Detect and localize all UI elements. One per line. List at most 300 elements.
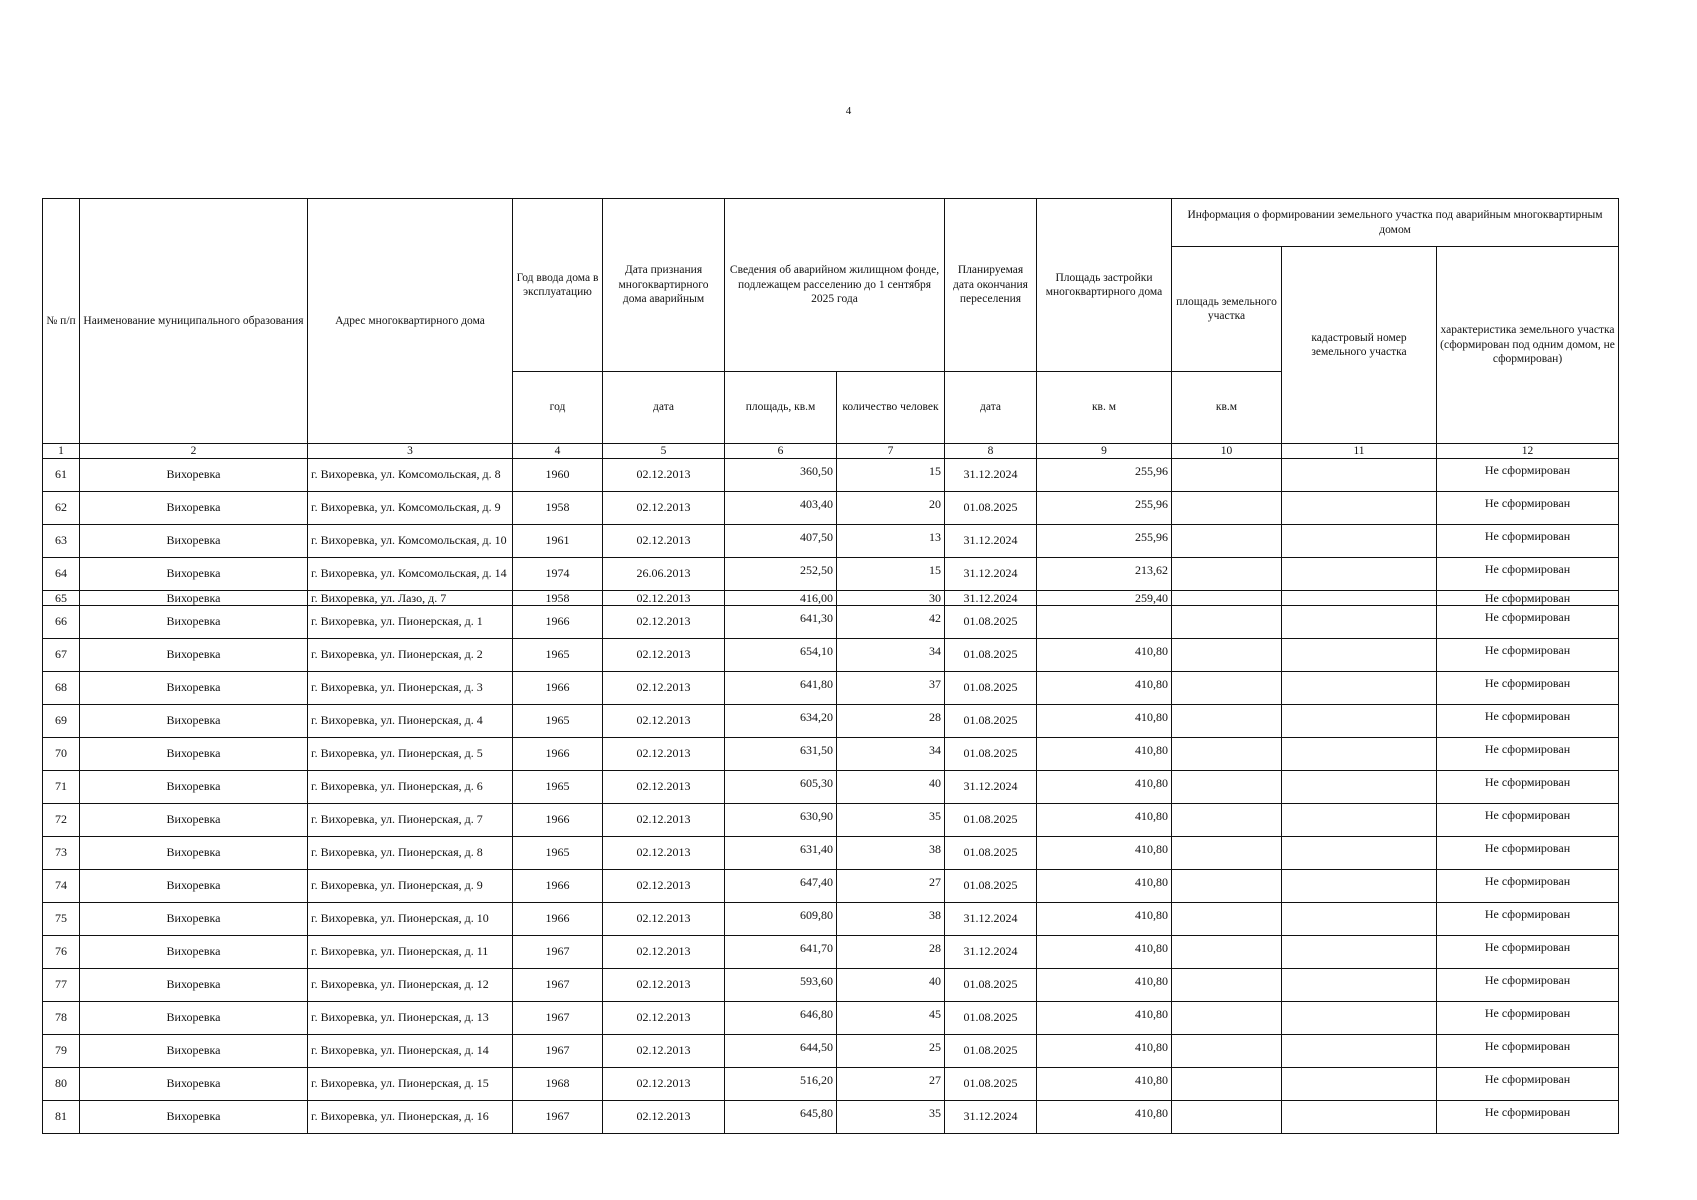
building-area-cell: 410,80 [1037,870,1172,903]
planned-date-cell: 01.08.2025 [945,837,1037,870]
year-built-cell: 1966 [513,903,603,936]
building-area-cell: 410,80 [1037,771,1172,804]
header-land-area: площадь земельного участка [1172,247,1282,372]
cadastral-cell [1282,1068,1437,1101]
cadastral-cell [1282,1035,1437,1068]
emergency-date-cell: 02.12.2013 [603,969,725,1002]
people-count-cell: 15 [837,558,945,591]
planned-date-cell: 01.08.2025 [945,1035,1037,1068]
housing-area-cell: 654,10 [725,639,837,672]
land-area-cell [1172,903,1282,936]
table-row [43,558,1619,591]
emergency-date-cell: 02.12.2013 [603,837,725,870]
people-count-cell: 40 [837,771,945,804]
row-number: 72 [43,804,80,837]
people-count-cell: 34 [837,738,945,771]
table-body [43,459,1619,1134]
column-number: 8 [945,444,1037,459]
planned-date-cell: 01.08.2025 [945,672,1037,705]
year-built-cell: 1958 [513,591,603,606]
planned-date-cell: 31.12.2024 [945,1101,1037,1134]
land-char-cell: Не сформирован [1437,969,1619,1002]
column-number: 10 [1172,444,1282,459]
row-number: 77 [43,969,80,1002]
cadastral-cell [1282,558,1437,591]
header-building-area: Площадь застройки многоквартирного дома [1037,199,1172,372]
building-area-cell: 410,80 [1037,1068,1172,1101]
table-row [43,738,1619,771]
building-area-cell: 213,62 [1037,558,1172,591]
year-built-cell: 1967 [513,1035,603,1068]
address-cell: г. Вихоревка, ул. Комсомольская, д. 9 [308,492,513,525]
address-cell: г. Вихоревка, ул. Комсомольская, д. 14 [308,558,513,591]
land-char-cell: Не сформирован [1437,837,1619,870]
land-char-cell: Не сформирован [1437,804,1619,837]
subheader-area: площадь, кв.м [725,372,837,444]
address-cell: г. Вихоревка, ул. Пионерская, д. 11 [308,936,513,969]
planned-date-cell: 31.12.2024 [945,459,1037,492]
address-cell: г. Вихоревка, ул. Пионерская, д. 6 [308,771,513,804]
people-count-cell: 28 [837,936,945,969]
planned-date-cell: 01.08.2025 [945,969,1037,1002]
land-char-cell: Не сформирован [1437,639,1619,672]
year-built-cell: 1958 [513,492,603,525]
building-area-cell: 410,80 [1037,837,1172,870]
people-count-cell: 38 [837,837,945,870]
land-area-cell [1172,870,1282,903]
planned-date-cell: 01.08.2025 [945,738,1037,771]
planned-date-cell: 01.08.2025 [945,870,1037,903]
year-built-cell: 1965 [513,639,603,672]
row-number: 62 [43,492,80,525]
municipality-cell: Вихоревка [80,606,308,639]
housing-area-cell: 645,80 [725,1101,837,1134]
emergency-date-cell: 02.12.2013 [603,525,725,558]
table-row [43,870,1619,903]
cadastral-cell [1282,903,1437,936]
land-char-cell: Не сформирован [1437,738,1619,771]
header-cadastral: кадастровый номер земельного участка [1282,247,1437,444]
cadastral-cell [1282,1002,1437,1035]
building-area-cell: 410,80 [1037,804,1172,837]
subheader-date: дата [603,372,725,444]
land-char-cell: Не сформирован [1437,1068,1619,1101]
address-cell: г. Вихоревка, ул. Пионерская, д. 3 [308,672,513,705]
emergency-date-cell: 02.12.2013 [603,771,725,804]
emergency-date-cell: 02.12.2013 [603,492,725,525]
municipality-cell: Вихоревка [80,672,308,705]
cadastral-cell [1282,591,1437,606]
land-area-cell [1172,969,1282,1002]
column-number: 4 [513,444,603,459]
address-cell: г. Вихоревка, ул. Пионерская, д. 15 [308,1068,513,1101]
row-number: 67 [43,639,80,672]
people-count-cell: 42 [837,606,945,639]
emergency-date-cell: 02.12.2013 [603,1035,725,1068]
cadastral-cell [1282,672,1437,705]
subheader-sqm2: кв.м [1172,372,1282,444]
planned-date-cell: 31.12.2024 [945,771,1037,804]
land-char-cell: Не сформирован [1437,705,1619,738]
land-char-cell: Не сформирован [1437,936,1619,969]
year-built-cell: 1965 [513,837,603,870]
housing-area-cell: 516,20 [725,1068,837,1101]
table-row [43,639,1619,672]
municipality-cell: Вихоревка [80,705,308,738]
building-area-cell: 410,80 [1037,705,1172,738]
header-planned-date: Планируемая дата окончания переселения [945,199,1037,372]
table-row [43,837,1619,870]
address-cell: г. Вихоревка, ул. Комсомольская, д. 8 [308,459,513,492]
planned-date-cell: 31.12.2024 [945,903,1037,936]
housing-area-cell: 360,50 [725,459,837,492]
building-area-cell: 410,80 [1037,672,1172,705]
planned-date-cell: 01.08.2025 [945,804,1037,837]
emergency-date-cell: 02.12.2013 [603,705,725,738]
row-number: 80 [43,1068,80,1101]
land-area-cell [1172,837,1282,870]
cadastral-cell [1282,705,1437,738]
row-number: 78 [43,1002,80,1035]
row-number: 61 [43,459,80,492]
building-area-cell: 255,96 [1037,459,1172,492]
cadastral-cell [1282,936,1437,969]
cadastral-cell [1282,459,1437,492]
land-area-cell [1172,672,1282,705]
people-count-cell: 30 [837,591,945,606]
housing-area-cell: 647,40 [725,870,837,903]
year-built-cell: 1968 [513,1068,603,1101]
housing-area-cell: 403,40 [725,492,837,525]
row-number: 71 [43,771,80,804]
land-char-cell: Не сформирован [1437,1035,1619,1068]
emergency-date-cell: 02.12.2013 [603,606,725,639]
address-cell: г. Вихоревка, ул. Пионерская, д. 13 [308,1002,513,1035]
housing-area-cell: 416,00 [725,591,837,606]
row-number: 81 [43,1101,80,1134]
building-area-cell: 410,80 [1037,1101,1172,1134]
header-num: № п/п [43,199,80,444]
emergency-date-cell: 02.12.2013 [603,738,725,771]
housing-area-cell: 609,80 [725,903,837,936]
land-char-cell: Не сформирован [1437,492,1619,525]
table-header [43,199,1619,459]
people-count-cell: 27 [837,870,945,903]
people-count-cell: 45 [837,1002,945,1035]
year-built-cell: 1966 [513,738,603,771]
planned-date-cell: 01.08.2025 [945,492,1037,525]
land-char-cell: Не сформирован [1437,525,1619,558]
table-row [43,492,1619,525]
land-area-cell [1172,1101,1282,1134]
column-number: 7 [837,444,945,459]
housing-area-cell: 641,70 [725,936,837,969]
address-cell: г. Вихоревка, ул. Пионерская, д. 12 [308,969,513,1002]
page-number: 4 [845,105,852,117]
planned-date-cell: 01.08.2025 [945,1002,1037,1035]
municipality-cell: Вихоревка [80,525,308,558]
municipality-cell: Вихоревка [80,1002,308,1035]
address-cell: г. Вихоревка, ул. Пионерская, д. 9 [308,870,513,903]
municipality-cell: Вихоревка [80,492,308,525]
header-land-char: характеристика земельного участка (сформирован под одним домом, не сформирован) [1437,247,1619,444]
address-cell: г. Вихоревка, ул. Пионерская, д. 4 [308,705,513,738]
municipality-cell: Вихоревка [80,1035,308,1068]
cadastral-cell [1282,525,1437,558]
emergency-date-cell: 02.12.2013 [603,936,725,969]
land-area-cell [1172,492,1282,525]
table-row [43,705,1619,738]
column-number: 5 [603,444,725,459]
land-area-cell [1172,705,1282,738]
header-housing-info: Сведения об аварийном жилищном фонде, подлежащем расселению до 1 сентября 2025 года [725,199,945,372]
building-area-cell [1037,606,1172,639]
year-built-cell: 1965 [513,771,603,804]
row-number: 69 [43,705,80,738]
cadastral-cell [1282,606,1437,639]
emergency-date-cell: 02.12.2013 [603,639,725,672]
address-cell: г. Вихоревка, ул. Пионерская, д. 10 [308,903,513,936]
address-cell: г. Вихоревка, ул. Пионерская, д. 5 [308,738,513,771]
land-char-cell: Не сформирован [1437,672,1619,705]
building-area-cell: 410,80 [1037,903,1172,936]
column-number: 9 [1037,444,1172,459]
housing-area-cell: 646,80 [725,1002,837,1035]
land-char-cell: Не сформирован [1437,459,1619,492]
planned-date-cell: 31.12.2024 [945,558,1037,591]
column-number: 12 [1437,444,1619,459]
land-area-cell [1172,771,1282,804]
subheader-sqm: кв. м [1037,372,1172,444]
row-number: 64 [43,558,80,591]
year-built-cell: 1967 [513,936,603,969]
table-row [43,525,1619,558]
people-count-cell: 35 [837,804,945,837]
municipality-cell: Вихоревка [80,558,308,591]
column-number-row [43,444,1619,459]
address-cell: г. Вихоревка, ул. Пионерская, д. 16 [308,1101,513,1134]
cadastral-cell [1282,492,1437,525]
people-count-cell: 28 [837,705,945,738]
cadastral-cell [1282,1101,1437,1134]
planned-date-cell: 01.08.2025 [945,1068,1037,1101]
cadastral-cell [1282,870,1437,903]
people-count-cell: 34 [837,639,945,672]
building-area-cell: 410,80 [1037,1035,1172,1068]
subheader-date2: дата [945,372,1037,444]
subheader-year: год [513,372,603,444]
year-built-cell: 1966 [513,606,603,639]
table-row [43,1002,1619,1035]
header-municipality: Наименование муниципального образования [80,199,308,444]
municipality-cell: Вихоревка [80,936,308,969]
building-area-cell: 410,80 [1037,969,1172,1002]
header-address: Адрес многоквартирного дома [308,199,513,444]
emergency-date-cell: 02.12.2013 [603,903,725,936]
year-built-cell: 1966 [513,672,603,705]
land-area-cell [1172,804,1282,837]
table-row [43,1101,1619,1134]
row-number: 73 [43,837,80,870]
table-row [43,969,1619,1002]
address-cell: г. Вихоревка, ул. Пионерская, д. 7 [308,804,513,837]
municipality-cell: Вихоревка [80,969,308,1002]
row-number: 68 [43,672,80,705]
emergency-date-cell: 02.12.2013 [603,591,725,606]
people-count-cell: 13 [837,525,945,558]
subheader-people: количество человек [837,372,945,444]
year-built-cell: 1967 [513,969,603,1002]
row-number: 74 [43,870,80,903]
building-area-cell: 410,80 [1037,639,1172,672]
housing-area-cell: 641,30 [725,606,837,639]
land-area-cell [1172,1002,1282,1035]
header-date-emergency: Дата признания многоквартирного дома аварийным [603,199,725,372]
cadastral-cell [1282,639,1437,672]
land-char-cell: Не сформирован [1437,1101,1619,1134]
table-row [43,936,1619,969]
address-cell: г. Вихоревка, ул. Пионерская, д. 8 [308,837,513,870]
municipality-cell: Вихоревка [80,1068,308,1101]
housing-area-cell: 630,90 [725,804,837,837]
table-row [43,1068,1619,1101]
municipality-cell: Вихоревка [80,837,308,870]
year-built-cell: 1966 [513,870,603,903]
housing-area-cell: 631,40 [725,837,837,870]
people-count-cell: 15 [837,459,945,492]
row-number: 76 [43,936,80,969]
year-built-cell: 1967 [513,1002,603,1035]
housing-area-cell: 631,50 [725,738,837,771]
municipality-cell: Вихоревка [80,639,308,672]
emergency-date-cell: 02.12.2013 [603,459,725,492]
year-built-cell: 1966 [513,804,603,837]
land-area-cell [1172,738,1282,771]
land-char-cell: Не сформирован [1437,558,1619,591]
emergency-date-cell: 02.12.2013 [603,1068,725,1101]
year-built-cell: 1960 [513,459,603,492]
people-count-cell: 35 [837,1101,945,1134]
cadastral-cell [1282,804,1437,837]
table-row [43,771,1619,804]
row-number: 70 [43,738,80,771]
housing-area-cell: 593,60 [725,969,837,1002]
year-built-cell: 1974 [513,558,603,591]
land-area-cell [1172,606,1282,639]
land-area-cell [1172,525,1282,558]
people-count-cell: 25 [837,1035,945,1068]
people-count-cell: 20 [837,492,945,525]
people-count-cell: 40 [837,969,945,1002]
row-number: 79 [43,1035,80,1068]
building-area-cell: 410,80 [1037,1002,1172,1035]
planned-date-cell: 31.12.2024 [945,936,1037,969]
housing-area-cell: 605,30 [725,771,837,804]
emergency-date-cell: 02.12.2013 [603,1101,725,1134]
table-row [43,1035,1619,1068]
table-row [43,903,1619,936]
land-char-cell: Не сформирован [1437,903,1619,936]
column-number: 2 [80,444,308,459]
municipality-cell: Вихоревка [80,870,308,903]
cadastral-cell [1282,771,1437,804]
municipality-cell: Вихоревка [80,771,308,804]
planned-date-cell: 31.12.2024 [945,525,1037,558]
cadastral-cell [1282,969,1437,1002]
building-area-cell: 255,96 [1037,525,1172,558]
emergency-date-cell: 02.12.2013 [603,672,725,705]
column-number: 6 [725,444,837,459]
emergency-housing-table [42,198,1619,1134]
people-count-cell: 27 [837,1068,945,1101]
municipality-cell: Вихоревка [80,804,308,837]
address-cell: г. Вихоревка, ул. Пионерская, д. 2 [308,639,513,672]
table-row [43,606,1619,639]
land-char-cell: Не сформирован [1437,870,1619,903]
column-number: 11 [1282,444,1437,459]
housing-area-cell: 252,50 [725,558,837,591]
housing-area-cell: 641,80 [725,672,837,705]
land-area-cell [1172,1035,1282,1068]
building-area-cell: 410,80 [1037,936,1172,969]
planned-date-cell: 01.08.2025 [945,606,1037,639]
municipality-cell: Вихоревка [80,459,308,492]
building-area-cell: 255,96 [1037,492,1172,525]
year-built-cell: 1965 [513,705,603,738]
column-number: 1 [43,444,80,459]
year-built-cell: 1961 [513,525,603,558]
land-char-cell: Не сформирован [1437,591,1619,606]
housing-area-cell: 644,50 [725,1035,837,1068]
building-area-cell: 410,80 [1037,738,1172,771]
land-area-cell [1172,459,1282,492]
land-char-cell: Не сформирован [1437,1002,1619,1035]
header-land-info: Информация о формировании земельного участка под аварийным многоквартирным домом [1172,199,1619,247]
land-area-cell [1172,1068,1282,1101]
municipality-cell: Вихоревка [80,738,308,771]
table-row [43,672,1619,705]
emergency-date-cell: 26.06.2013 [603,558,725,591]
emergency-date-cell: 02.12.2013 [603,804,725,837]
cadastral-cell [1282,837,1437,870]
land-area-cell [1172,591,1282,606]
planned-date-cell: 01.08.2025 [945,705,1037,738]
municipality-cell: Вихоревка [80,591,308,606]
row-number: 63 [43,525,80,558]
address-cell: г. Вихоревка, ул. Пионерская, д. 1 [308,606,513,639]
emergency-date-cell: 02.12.2013 [603,870,725,903]
address-cell: г. Вихоревка, ул. Лазо, д. 7 [308,591,513,606]
emergency-date-cell: 02.12.2013 [603,1002,725,1035]
land-char-cell: Не сформирован [1437,606,1619,639]
row-number: 65 [43,591,80,606]
housing-area-cell: 407,50 [725,525,837,558]
header-year-built: Год ввода дома в эксплуатацию [513,199,603,372]
planned-date-cell: 31.12.2024 [945,591,1037,606]
municipality-cell: Вихоревка [80,903,308,936]
year-built-cell: 1967 [513,1101,603,1134]
cadastral-cell [1282,738,1437,771]
land-area-cell [1172,936,1282,969]
people-count-cell: 37 [837,672,945,705]
municipality-cell: Вихоревка [80,1101,308,1134]
land-area-cell [1172,639,1282,672]
table-row [43,591,1619,606]
people-count-cell: 38 [837,903,945,936]
column-number: 3 [308,444,513,459]
row-number: 75 [43,903,80,936]
row-number: 66 [43,606,80,639]
